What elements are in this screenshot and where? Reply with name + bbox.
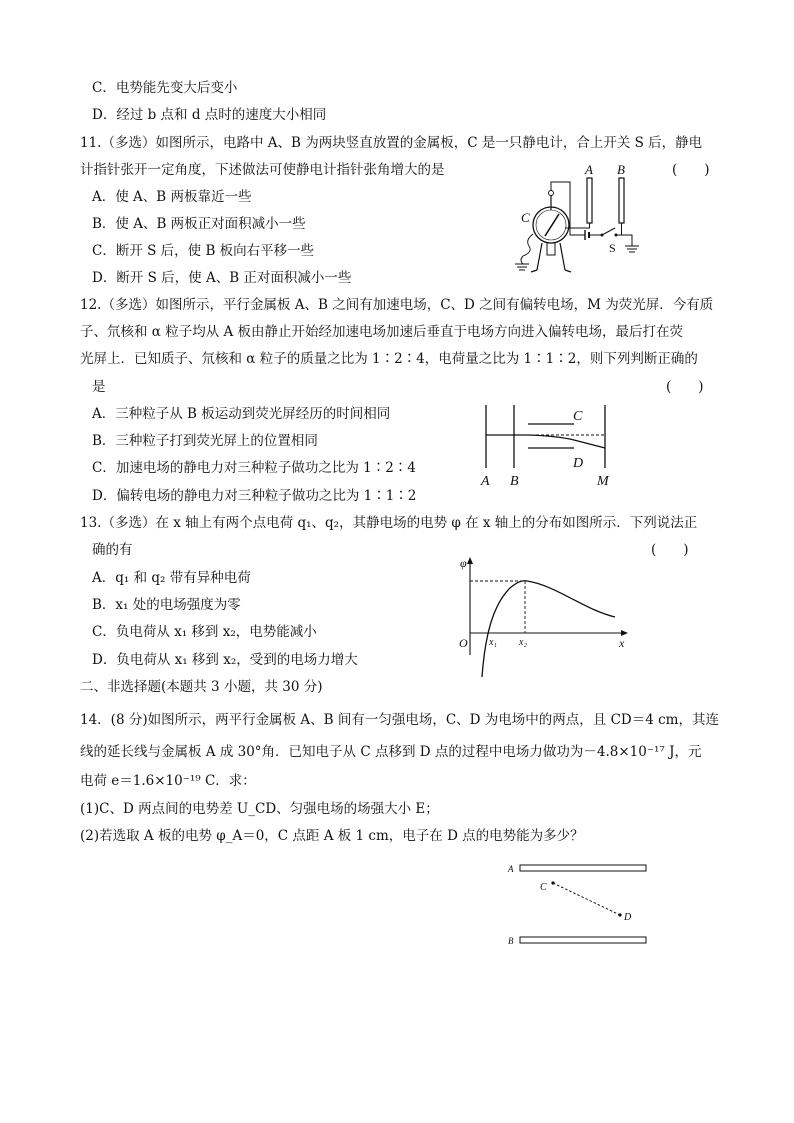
q12-stem-line1: 12.（多选）如图所示，平行金属板 A、B 之间有加速电场，C、D 之间有偏转电场，M 为荧光屏．今有质 (80, 297, 714, 313)
y-axis-label: φ (460, 556, 467, 570)
plate-d-label: D (573, 456, 584, 471)
q12-answer-bracket: ( ) (666, 379, 704, 395)
q14-stem-line1: 14．(8 分)如图所示，两平行金属板 A、B 间有一匀强电场，C、D 为电场中的两点，且 CD＝4 cm，其连 (80, 712, 719, 728)
q11-answer-bracket: ( ) (672, 162, 710, 178)
q11-figure (505, 160, 665, 285)
electrometer-icon (533, 207, 569, 243)
point-c-label: C (540, 882, 547, 893)
q13-stem-line2: 确的有 (92, 542, 133, 558)
q13-figure (455, 555, 635, 680)
q11-option-a: A．使 A、B 两板靠近一些 (92, 189, 252, 205)
q11-stem-line1: 11.（多选）如图所示，电路中 A、B 为两块竖直放置的金属板，C 是一只静电计，合上开关 S 后，静电 (80, 135, 703, 151)
q12-stem-line2: 子、氘核和 α 粒子均从 A 板由静止开始经加速电场加速后垂直于电场方向进入偏转电场，最后打在荧 (80, 324, 684, 340)
q14-subq2: (2)若选取 A 板的电势 φ_A＝0，C 点距 A 板 1 cm，电子在 D 点的电势能为多少？ (80, 828, 584, 844)
x1-label: x₁ (489, 637, 497, 648)
q11-option-c: C．断开 S 后，使 B 板向右平移一些 (92, 243, 315, 259)
trajectory-path (486, 435, 605, 448)
q12-option-d: D．偏转电场的静电力对三种粒子做功之比为 1∶1∶2 (92, 488, 417, 504)
q12-stem-line4: 是 (92, 379, 106, 395)
q14-subq1: (1)C、D 两点间的电势差 U_CD、匀强电场的场强大小 E； (80, 801, 439, 817)
q12-option-a: A．三种粒子从 B 板运动到荧光屏经历的时间相同 (92, 406, 391, 422)
screen-label: M (597, 474, 609, 489)
plate-b-rect (619, 178, 624, 223)
point-c (551, 881, 554, 884)
potential-curve (482, 581, 615, 677)
q12-figure (478, 400, 618, 490)
q11-stem-line2: 计指针张开一定角度，下述做法可使静电计指针张角增大的是 (80, 162, 445, 178)
q12-option-b: B．三种粒子打到荧光屏上的位置相同 (92, 433, 318, 449)
q12-option-c: C．加速电场的静电力对三种粒子做功之比为 1∶2∶4 (92, 460, 416, 476)
plate-b-label: B (510, 474, 519, 489)
plate-b-label: B (508, 936, 514, 946)
x2-label: x₂ (519, 637, 527, 648)
plate-c-label: C (573, 409, 583, 424)
q11-option-b: B．使 A、B 两板正对面积减小一些 (92, 216, 306, 232)
plate-a-rect (587, 178, 592, 223)
q13-option-a: A．q₁ 和 q₂ 带有异种电荷 (92, 570, 251, 586)
cd-segment (553, 883, 620, 915)
q13-answer-bracket: ( ) (651, 542, 689, 558)
plate-a-label: A (508, 864, 514, 874)
q10-option-c: C．电势能先变大后变小 (92, 80, 238, 96)
q13-option-c: C．负电荷从 x₁ 移到 x₂，电势能减小 (92, 624, 317, 640)
meter-label: C (521, 210, 530, 225)
q10-option-d: D．经过 b 点和 d 点时的速度大小相同 (92, 107, 327, 123)
plate-a-label: A (585, 162, 593, 177)
q13-stem-line1: 13.（多选）在 x 轴上有两个点电荷 q₁、q₂，其静电场的电势 φ 在 x 轴上的分布如图所示．下列说法正 (80, 515, 698, 531)
plate-a-label: A (481, 474, 490, 489)
q14-stem-line3: 电荷 e＝1.6×10⁻¹⁹ C．求： (80, 773, 256, 789)
point-d-label: D (624, 912, 632, 923)
q13-option-d: D．负电荷从 x₁ 移到 x₂，受到的电场力增大 (92, 652, 358, 668)
point-d (618, 913, 621, 916)
q13-option-b: B．x₁ 处的电场强度为零 (92, 597, 241, 613)
switch-label: S (609, 241, 616, 255)
origin-label: O (459, 636, 468, 650)
q12-stem-line3: 光屏上．已知质子、氘核和 α 粒子的质量之比为 1∶2∶4，电荷量之比为 1∶1∶2，则下列判断正确的 (80, 351, 698, 367)
q14-figure (500, 858, 660, 953)
x-axis-label: x (619, 636, 625, 650)
q14-stem-line2: 线的延长线与金属板 A 成 30°角．已知电子从 C 点移到 D 点的过程中电场力做功为－4.8×10⁻¹⁷ J，元 (80, 744, 702, 760)
plate-b-label: B (617, 162, 625, 177)
section-two-heading: 二、非选择题(本题共 3 小题，共 30 分) (80, 679, 323, 695)
plate-a-rect (520, 865, 646, 871)
q11-option-d: D．断开 S 后，使 A、B 正对面积减小一些 (92, 270, 352, 286)
plate-b-rect (520, 937, 646, 943)
